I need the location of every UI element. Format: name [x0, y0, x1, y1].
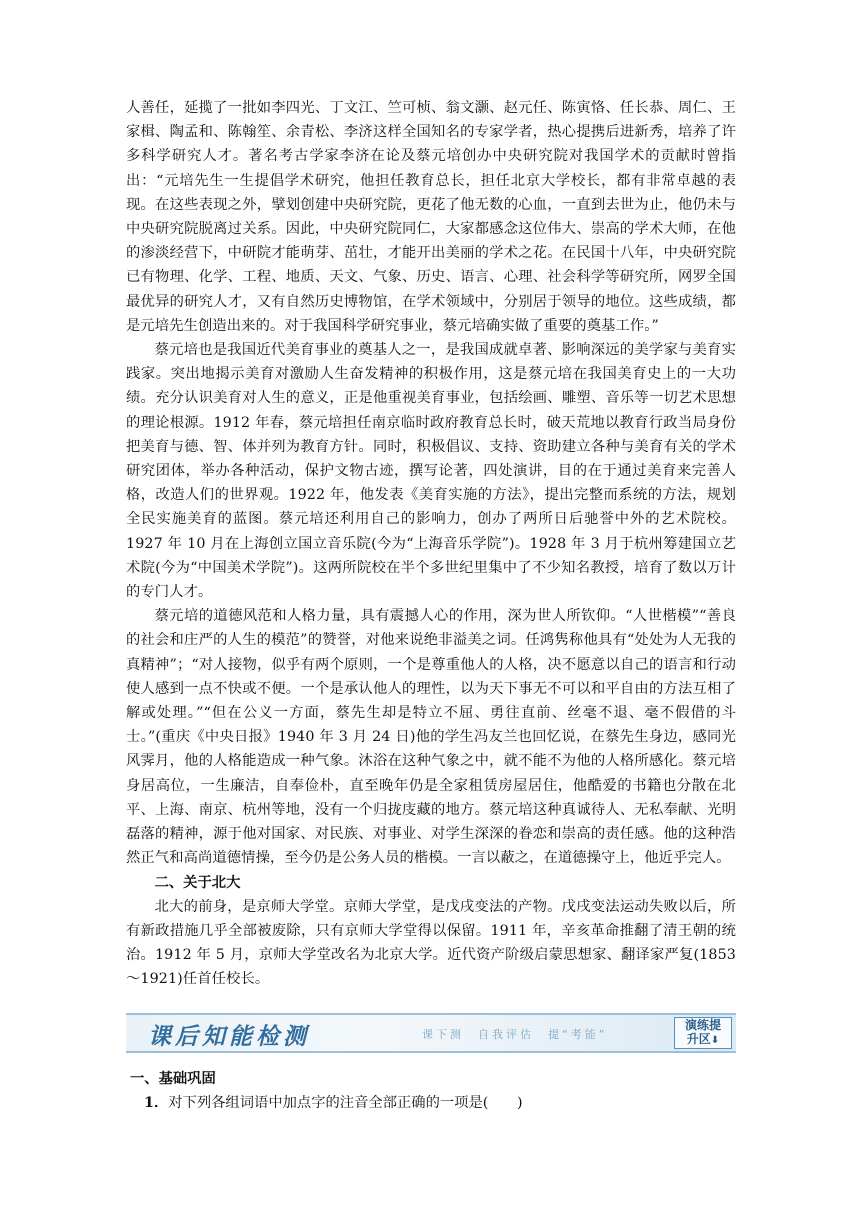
banner-title: 课后知能检测: [148, 1023, 310, 1050]
down-arrow-icon: ⬇: [710, 1035, 720, 1046]
badge-line-1: 演练提: [684, 1018, 721, 1032]
exercise-heading: 一、基础巩固: [130, 1071, 216, 1087]
paragraph-moral-character: 蔡元培的道德风范和人格力量，具有震撼人心的作用，深为世人所钦仰。“人世楷模”“善良的社会和庄严的人生的模范”的赞誉，对他来说绝非溢美之词。任鸿隽称他具有“处处为人无我的真精神”；“对人接物，似乎有两个原则，一个是尊重他人的人格，决不愿意以自己的语言和行动使人感到一点不快或不便。一个是承认他人的理性，以为天下事无不可以和平自由的方法互相了解或处理。”“但在公义一方面，蔡先生却是特立不屈、勇往直前、丝毫不退、毫不假借的斗士。”(重庆《中央日报》1940 年 3 月 24 日)他的学生冯友兰也回忆说，在蔡先生身边，感同光风霁月，他的人格能造成一种气象。沐浴在这种气象之中，就不能不为他的人格所感化。蔡元培身居高位，一生廉洁，自奉俭朴，直至晚年仍是全家租赁房屋居住，他酷爱的书籍也分散在北平、上海、南京、杭州等地，没有一个归拢庋藏的地方。蔡元培这种真诚待人、无私奉献、光明磊落的精神，源于他对国家、对民族、对事业、对学生深深的眷恋和崇高的责任感。他的这种浩然正气和高尚道德情操，至今仍是公务人员的楷模。一言以蔽之，在道德操守上，他近乎完人。: [126, 608, 736, 867]
practice-zone-badge[interactable]: [674, 1017, 732, 1049]
question-number: 1．: [144, 1095, 169, 1111]
section-heading-peking-university: 二、关于北大: [154, 874, 241, 891]
question-1: [126, 1091, 736, 1115]
banner-subtitle: 课下测 自我评估 提“考能”: [422, 1028, 608, 1041]
exercise-section: [126, 1067, 736, 1115]
paragraph-aesthetic-education: 蔡元培也是我国近代美育事业的奠基人之一，是我国成就卓著、影响深远的美学家与美育实践家。突出地揭示美育对激励人生奋发精神的积极作用，这是蔡元培在我国美育史上的一大功绩。充分认识美育对人生的意义，正是他重视美育事业，包括绘画、雕塑、音乐等一切艺术思想的理论根源。1912 年春，蔡元培担任南京临时政府教育总长时，破天荒地以教育行政当局身份把美育与德、智、体并列为教育方针。同时，积极倡议、支持、资助建立各种与美育有关的学术研究团体，举办各种活动，保护文物古迹，撰写论著，四处演讲，目的在于通过美育来完善人格，改造人们的世界观。1922 年，他发表《美育实施的方法》，提出完整而系统的方法，规划全民实施美育的蓝图。蔡元培还利用自己的影响力，创办了两所日后驰誉中外的艺术院校。1927 年 10 月在上海创立国立音乐院(今为“上海音乐学院”)。1928 年 3 月于杭州筹建国立艺术院(今为“中国美术学院”)。这两所院校在半个多世纪里集中了不少知名教授，培育了数以万计的专门人才。: [126, 342, 736, 601]
paragraph-continuation: 人善任，延揽了一批如李四光、丁文江、竺可桢、翁文灏、赵元任、陈寅恪、任长恭、周仁、王家楫、陶孟和、陈翰笙、余青松、李济这样全国知名的专家学者，热心提携后进新秀，培养了许多科学研究人才。著名考古学家李济在论及蔡元培创办中央研究院对我国学术的贡献时曾指出：“元培先生一生提倡学术研究，他担任教育总长，担任北京大学校长，都有非常卓越的表现。在这些表现之外，擘划创建中央研究院，更花了他无数的心血，一直到去世为止，他仍未与中央研究院脱离过关系。因此，中央研究院同仁，大家都感念这位伟大、崇高的学术大师，在他的渗淡经营下，中研院才能萌芽、茁壮，才能开出美丽的学术之花。在民国十八年，中央研究院已有物理、化学、工程、地质、天文、气象、历史、语言、心理、社会科学等研究所，网罗全国最优异的研究人才，又有自然历史博物馆，在学术领域中，分别居于领导的地位。这些成绩，都是元培先生创造出来的。对于我国科学研究事业，蔡元培确实做了重要的奠基工作。”: [126, 100, 736, 334]
question-text: 对下列各组词语中加点字的注音全部正确的一项是( ): [168, 1095, 523, 1111]
article-body: [126, 96, 736, 992]
badge-line-2: 升区: [686, 1032, 711, 1046]
paragraph-peking-university: 北大的前身，是京师大学堂。京师大学堂，是戊戌变法的产物。戊戌变法运动失败以后，所有新政措施几乎全部被废除，只有京师大学堂得以保留。1911 年，辛亥革命推翻了清王朝的统治。1912 年 5 月，京师大学堂改名为北京大学。近代资产阶级启蒙思想家、翻译家严复(1853～1921)任首任校长。: [126, 898, 736, 988]
after-class-banner: [126, 1013, 736, 1053]
